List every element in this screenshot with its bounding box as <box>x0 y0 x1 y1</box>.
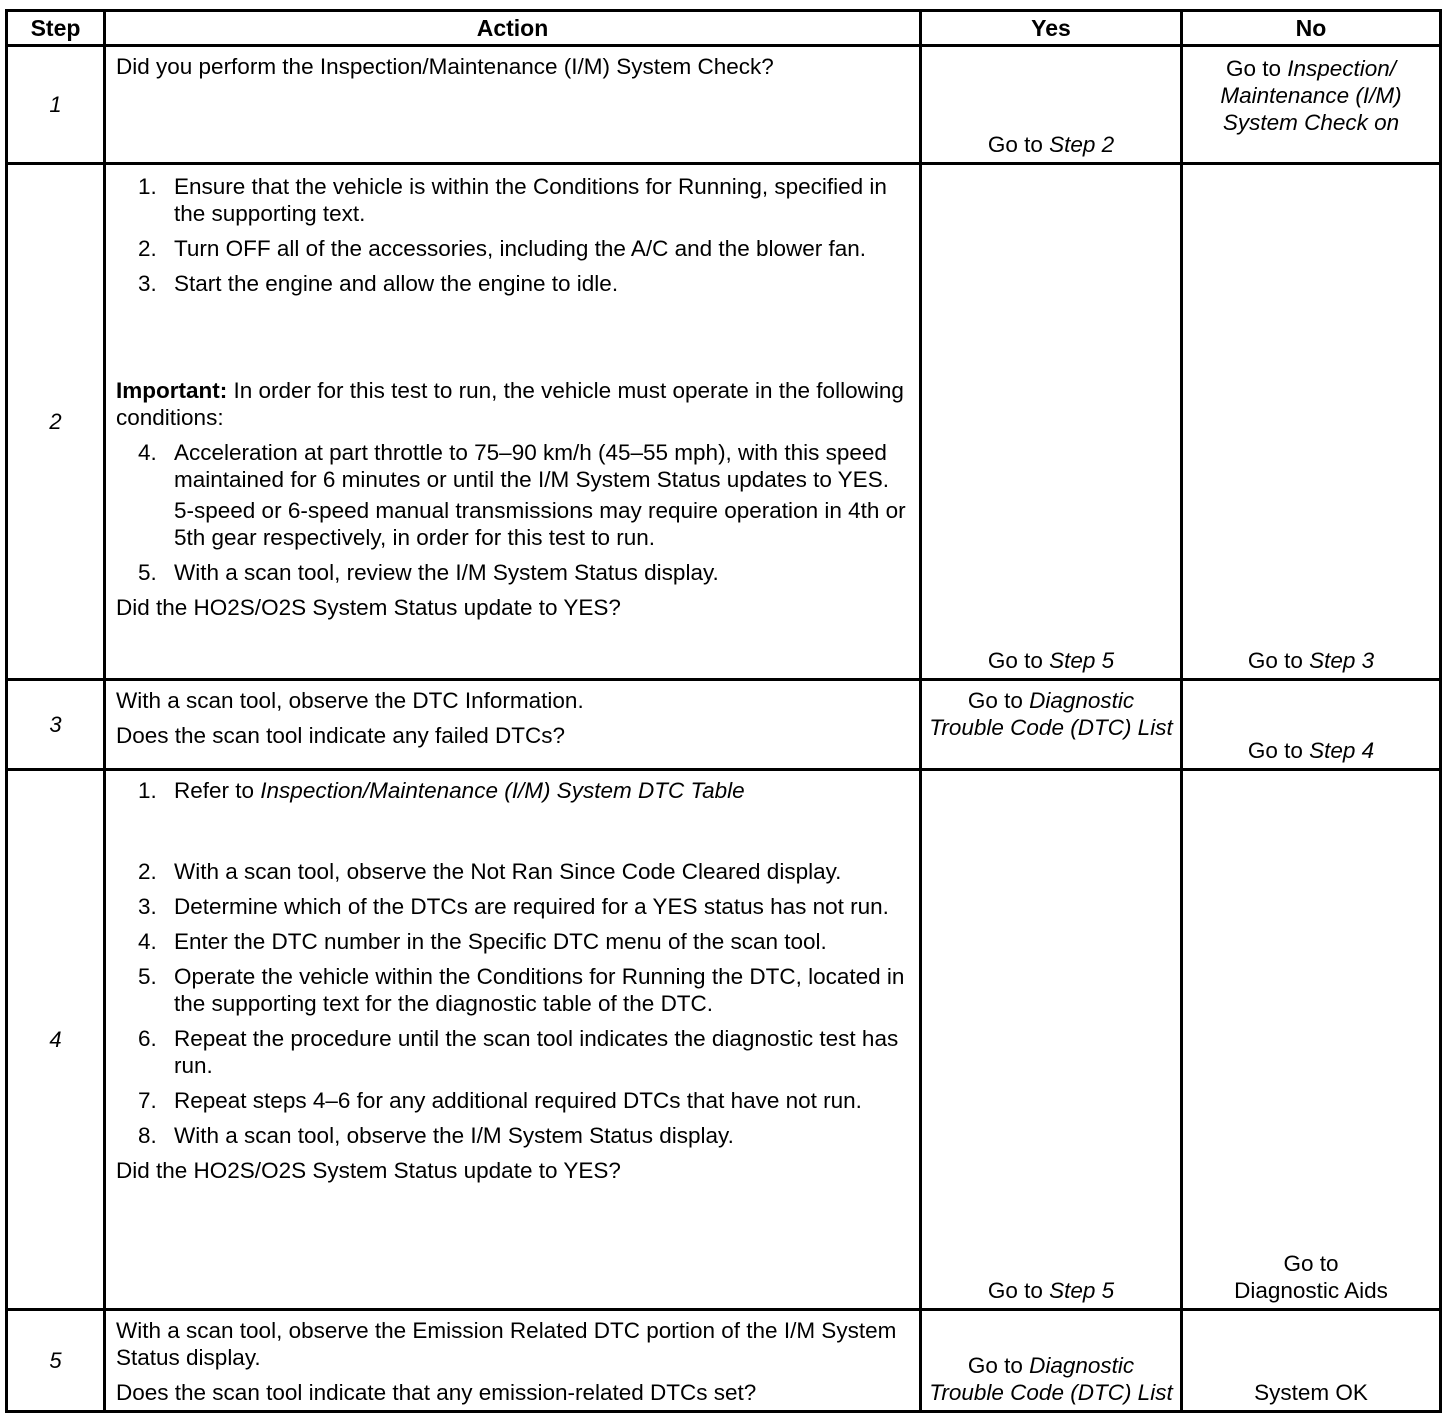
table-reference-link[interactable]: Inspection/Maintenance (I/M) System DTC Table <box>260 778 745 803</box>
table-row-step-5 <box>7 1310 1441 1412</box>
yes-prefix: Go to <box>987 132 1050 157</box>
step-number: 5 <box>7 1310 105 1412</box>
header-action: Action <box>105 11 921 46</box>
list-item: 3. Start the engine and allow the engine to idle. <box>138 271 619 296</box>
table-row-step-1 <box>7 46 1441 164</box>
list-item: 4. Acceleration at part throttle to 75–90 km/h (45–55 mph), with this speed maintained for 6 minutes or until the I/M System Status updates to YES. 5-speed or 6-speed manual transmissions may require operation in 4th or 5th gear respectively, in order for this test to run. <box>116 439 911 551</box>
yes-link[interactable]: Step 5 <box>1049 1278 1115 1303</box>
table-row-step-3 <box>7 680 1441 770</box>
step-number: 4 <box>7 770 105 1310</box>
question-text: Does the scan tool indicate that any emission-related DTCs set? <box>116 1380 757 1405</box>
step-number: 3 <box>7 680 105 770</box>
no-link[interactable]: Step 3 <box>1309 648 1375 673</box>
table-header-row <box>7 11 1441 46</box>
no-link[interactable]: Diagnostic Aids <box>1234 1278 1388 1303</box>
action-cell <box>105 46 921 164</box>
yes-link[interactable]: Step 2 <box>1049 132 1115 157</box>
instruction-text: With a scan tool, observe the DTC Information. <box>116 688 584 713</box>
no-link[interactable]: Step 4 <box>1309 738 1375 763</box>
instruction-list <box>116 858 911 1149</box>
yes-cell: Go to Diagnostic Trouble Code (DTC) List <box>921 1310 1182 1412</box>
diagnostic-table <box>5 9 1442 1413</box>
action-cell <box>105 1310 921 1412</box>
no-cell <box>1182 46 1441 164</box>
table-row-step-4 <box>7 770 1441 1310</box>
action-cell <box>105 770 921 1310</box>
no-prefix: Go to <box>1283 1251 1339 1276</box>
no-cell <box>1182 770 1441 1310</box>
list-item: 5. Operate the vehicle within the Conditions for Running the DTC, located in the supporting text for the diagnostic table of the DTC. <box>138 964 905 1016</box>
no-prefix: Go to <box>1225 56 1288 81</box>
list-item: 7. Repeat steps 4–6 for any additional required DTCs that have not run. <box>138 1088 862 1113</box>
no-cell: Go to Step 3 <box>1182 164 1441 680</box>
important-label: Important: <box>116 378 228 403</box>
list-item: 2. With a scan tool, observe the Not Ran Since Code Cleared display. <box>138 859 842 884</box>
instruction-list <box>116 173 911 297</box>
yes-cell: Go to Diagnostic Trouble Code (DTC) List <box>921 680 1182 770</box>
question-text: Did you perform the Inspection/Maintenance (I/M) System Check? <box>116 54 774 79</box>
list-item-subnote: 5-speed or 6-speed manual transmissions may require operation in 4th or 5th gear respectively, in order for this test to run. <box>174 498 906 550</box>
no-link[interactable]: Inspection/ Maintenance (I/M) System Check on <box>1220 56 1402 135</box>
yes-cell: Go to Step 5 <box>921 770 1182 1310</box>
list-item: 6. Repeat the procedure until the scan tool indicates the diagnostic test has run. <box>138 1026 899 1078</box>
action-cell <box>105 164 921 680</box>
no-cell: Go to Step 4 <box>1182 680 1441 770</box>
system-ok-text: System OK <box>1254 1380 1368 1405</box>
header-yes: Yes <box>921 11 1182 46</box>
header-no: No <box>1182 11 1441 46</box>
list-item: 2. Turn OFF all of the accessories, including the A/C and the blower fan. <box>138 236 867 261</box>
instruction-list <box>116 439 911 586</box>
list-item: 5. With a scan tool, review the I/M System Status display. <box>138 560 719 585</box>
yes-cell <box>921 46 1182 164</box>
question-text: Does the scan tool indicate any failed DTCs? <box>116 723 565 748</box>
list-item: 4. Enter the DTC number in the Specific DTC menu of the scan tool. <box>138 929 827 954</box>
instruction-list <box>116 777 911 804</box>
yes-link[interactable]: Diagnostic Trouble Code (DTC) List <box>929 688 1173 740</box>
step-number: 1 <box>7 46 105 164</box>
table-row-step-2 <box>7 164 1441 680</box>
instruction-text: With a scan tool, observe the Emission Related DTC portion of the I/M System Status display. <box>116 1318 897 1370</box>
yes-link[interactable]: Diagnostic Trouble Code (DTC) List <box>929 1353 1173 1405</box>
question-text: Did the HO2S/O2S System Status update to YES? <box>116 1158 621 1183</box>
no-cell <box>1182 1310 1441 1412</box>
list-item: 1. Refer to Inspection/Maintenance (I/M) System DTC Table <box>138 778 745 803</box>
step-number: 2 <box>7 164 105 680</box>
list-item: 1. Ensure that the vehicle is within the Conditions for Running, specified in the supporting text. <box>138 174 887 226</box>
list-item: 8. With a scan tool, observe the I/M System Status display. <box>138 1123 734 1148</box>
question-text: Did the HO2S/O2S System Status update to YES? <box>116 595 621 620</box>
header-step: Step <box>7 11 105 46</box>
list-item: 3. Determine which of the DTCs are required for a YES status has not run. <box>138 894 889 919</box>
yes-cell: Go to Step 5 <box>921 164 1182 680</box>
yes-link[interactable]: Step 5 <box>1049 648 1115 673</box>
important-note: Important: In order for this test to run, the vehicle must operate in the following conditions: <box>116 378 904 430</box>
action-cell <box>105 680 921 770</box>
